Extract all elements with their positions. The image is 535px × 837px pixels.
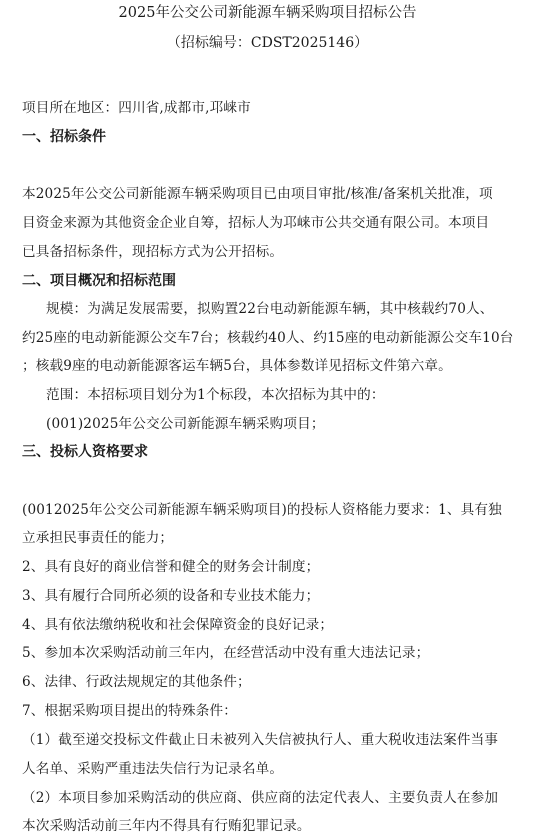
- paragraph-line: 约25座的电动新能源公交车7台；核载约40人、约15座的电动新能源公交车10台: [22, 330, 514, 346]
- list-item: 7、根据采购项目提出的特殊条件：: [22, 703, 237, 719]
- bid-number: （招标编号：CDST2025146）: [166, 35, 369, 51]
- paragraph-line: 本次采购活动前三年内不得具有行贿犯罪记录。: [22, 818, 311, 834]
- section-heading-bidding-conditions: 一、招标条件: [22, 129, 106, 145]
- list-item: 2、具有良好的商业信誉和健全的财务会计制度；: [22, 559, 320, 575]
- paragraph-line: 规模：为满足发展需要，拟购置22台电动新能源车辆，其中核载约70人、: [46, 301, 494, 317]
- paragraph-line: 已具备招标条件，现招标方式为公开招标。: [22, 244, 284, 260]
- document-title: 2025年公交公司新能源车辆采购项目招标公告: [118, 5, 417, 21]
- paragraph-line: (0012025年公交公司新能源车辆采购项目)的投标人资格能力要求：1、具有独: [22, 502, 502, 518]
- paragraph-line: 目资金来源为其他资金企业自筹，招标人为邛崃市公共交通有限公司。本项目: [22, 215, 490, 231]
- paragraph-line: 立承担民事责任的能力；: [22, 530, 174, 546]
- project-location: 项目所在地区：四川省,成都市,邛崃市: [22, 100, 251, 116]
- list-item: 4、具有依法缴纳税收和社会保障资金的良好记录；: [22, 617, 334, 633]
- list-item: 5、参加本次采购活动前三年内，在经营活动中没有重大违法记录；: [22, 645, 430, 661]
- paragraph-line: 人名单、采购严重违法失信行为记录名单。: [22, 761, 284, 777]
- paragraph-line: 范围：本招标项目划分为1个标段，本次招标为其中的：: [46, 387, 385, 403]
- list-item: 3、具有履行合同所必须的设备和专业技术能力；: [22, 588, 320, 604]
- list-item: 6、法律、行政法规规定的其他条件；: [22, 674, 251, 690]
- paragraph-line: (001)2025年公交公司新能源车辆采购项目；: [46, 416, 325, 432]
- section-heading-project-overview: 二、项目概况和招标范围: [22, 273, 176, 289]
- list-item: （2）本项目参加采购活动的供应商、供应商的法定代表人、主要负责人在参加: [22, 790, 499, 806]
- paragraph-line: 本2025年公交公司新能源车辆采购项目已由项目审批/核准/备案机关批准，项: [22, 186, 493, 202]
- list-item: （1）截至递交投标文件截止日未被列入失信被执行人、重大税收违法案件当事: [22, 732, 499, 748]
- section-heading-bidder-qualifications: 三、投标人资格要求: [22, 444, 148, 460]
- paragraph-line: ；核载9座的电动新能源客运车辆5台，具体参数详见招标文件第六章。: [22, 358, 452, 374]
